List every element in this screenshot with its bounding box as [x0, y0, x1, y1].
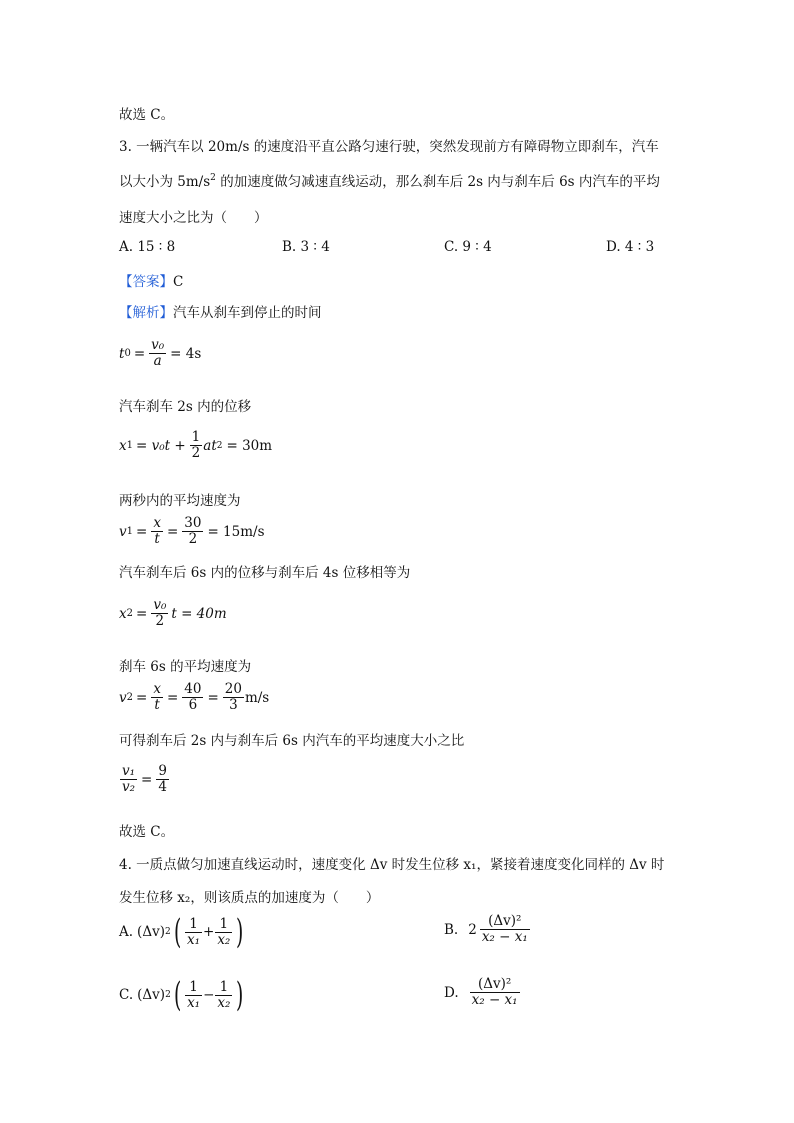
fraction: $\frac{\text{v₀}}{2}$ — [153, 597, 167, 629]
equation-x1: x 1 = v₀t + $\frac{1}{2}$ at 2 = 30m — [119, 429, 273, 461]
q3-option-d: D. 4 ∶ 3 — [606, 239, 655, 255]
q3-text-ratio: 可得刹车后 2s 内与刹车后 6s 内汽车的平均速度大小之比 — [119, 733, 465, 749]
q3-option-a: A. 15 ∶ 8 — [119, 239, 176, 255]
fraction: $\frac{9}{4}$ — [158, 763, 167, 795]
equation-v2: v 2 = $\frac{x}{t}$ = $\frac{40}{6}$ = $\frac{20}{3}$ m/s — [119, 681, 270, 713]
fraction: $\frac{x}{t}$ — [153, 515, 161, 547]
q3-line2: 以大小为 $5m/s^2$ 的加速度做匀减速直线运动，那么刹车后 2s 内与刹车后 6s 内汽车的平均 — [119, 173, 660, 190]
fraction: $\frac{1}{\text{x₂}}$ — [217, 915, 231, 948]
q3-line3: 速度大小之比为（ ） — [119, 210, 268, 226]
fraction: $\frac{1}{\text{x₁}}$ — [187, 978, 201, 1011]
q4-option-c: C. (Δv) 2 ( $\frac{1}{\text{x₁}}$ − $\frac{1}{\text{x₂}}$ ) — [119, 975, 244, 1015]
q3-text-average-2s: 两秒内的平均速度为 — [119, 493, 241, 509]
fraction: $\frac{x}{t}$ — [153, 681, 161, 713]
q3-option-c: C. 9 ∶ 4 — [444, 239, 492, 255]
q3-answer: 【答案】C — [119, 274, 184, 290]
q3-text-6s-displacement: 汽车刹车后 6s 内的位移与刹车后 4s 位移相等为 — [119, 565, 411, 581]
q3-option-b: B. 3 ∶ 4 — [282, 239, 330, 255]
fraction: $\frac{\text{v₁}}{\text{v₂}}$ — [122, 763, 136, 795]
analysis-tag: 【解析】 — [119, 305, 173, 321]
fraction: $\frac{1}{2}$ — [191, 429, 201, 461]
q3-analysis-intro: 【解析】汽车从刹车到停止的时间 — [119, 305, 322, 321]
fraction: $\frac{20}{3}$ — [224, 681, 242, 713]
q3-text-average-6s: 刹车 6s 的平均速度为 — [119, 659, 252, 675]
fraction: $\frac{\text{(Δv)²}}{\text{x₂ − x₁}}$ — [471, 976, 518, 1008]
fraction: $\frac{1}{\text{x₁}}$ — [186, 915, 200, 948]
equation-t0: t 0 = $\frac{\text{v₀}}{a}$ = 4s — [119, 337, 202, 369]
q3-conclusion: 故选 C。 — [119, 824, 175, 840]
q4-option-b: B. 2 $\frac{\text{(Δv)²}}{\text{x₂ − x₁}}$ — [444, 913, 528, 945]
q3-line1: 3. 一辆汽车以 20m/s 的速度沿平直公路匀速行驶，突然发现前方有障碍物立即刹车，汽车 — [119, 139, 659, 155]
answer-tag: 【答案】 — [119, 274, 173, 290]
q4-line2: 发生位移 x₂，则该质点的加速度为（ ） — [119, 890, 380, 906]
fraction: $\frac{30}{2}$ — [184, 515, 202, 547]
previous-conclusion: 故选 C。 — [119, 107, 175, 123]
equation-v1: v 1 = $\frac{x}{t}$ = $\frac{30}{2}$ = 15m/s — [119, 515, 265, 547]
equation-ratio: $\frac{\text{v₁}}{\text{v₂}}$ = $\frac{9}{4}$ — [122, 763, 167, 795]
fraction: $\frac{40}{6}$ — [184, 681, 202, 713]
q4-option-a: A. (Δv) 2 ( $\frac{1}{\text{x₁}}$ + $\frac{1}{\text{x₂}}$ ) — [119, 912, 244, 952]
q4-line1: 4. 一质点做匀加速直线运动时，速度变化 Δv 时发生位移 x₁，紧接着速度变化同样的 Δv 时 — [119, 857, 665, 873]
fraction: $\frac{1}{\text{x₂}}$ — [217, 978, 231, 1011]
fraction: $\frac{\text{(Δv)²}}{\text{x₂ − x₁}}$ — [481, 913, 528, 945]
equation-x2: x 2 = $\frac{\text{v₀}}{2}$ t = 40m — [119, 597, 227, 629]
q4-option-d: D. $\frac{\text{(Δv)²}}{\text{x₂ − x₁}}$ — [444, 976, 518, 1008]
fraction: $\frac{\text{v₀}}{a}$ — [151, 337, 165, 369]
q3-text-2s-displacement: 汽车刹车 2s 内的位移 — [119, 399, 252, 415]
